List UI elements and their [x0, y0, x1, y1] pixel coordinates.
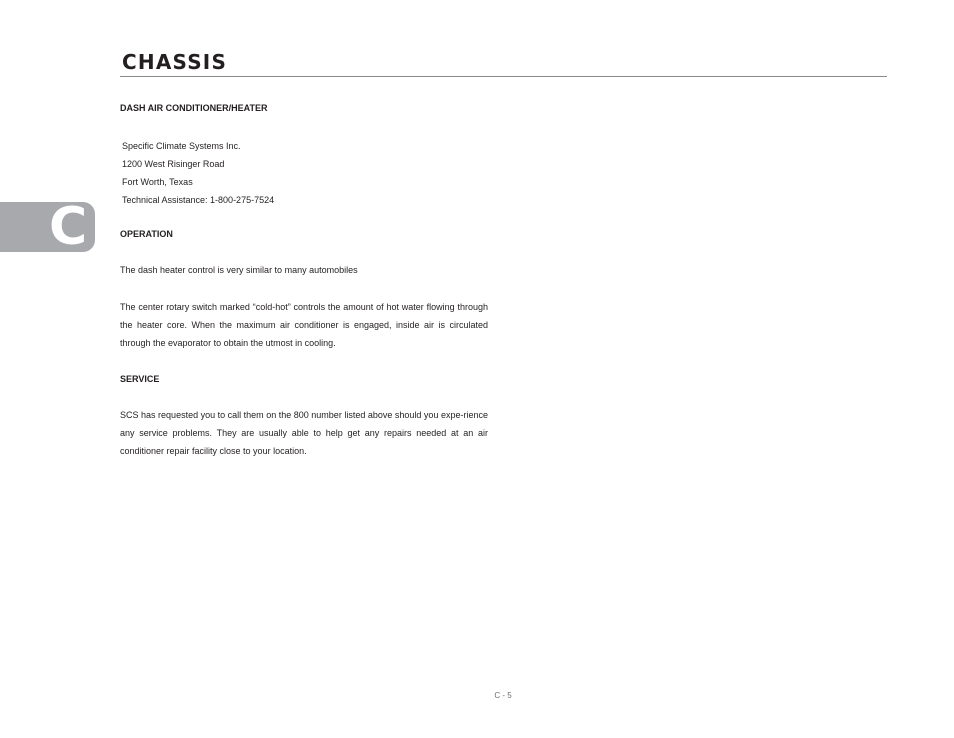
- address-street: 1200 West Risinger Road: [122, 159, 225, 169]
- service-paragraph: SCS has requested you to call them on the 800 number listed above should you expe-rience any service problems. They are usually able to help get any repairs needed at an air conditioner repair facility close to your location.: [120, 410, 488, 456]
- page-title: CHASSIS: [122, 50, 228, 74]
- service-heading: SERVICE: [120, 374, 160, 384]
- chapter-tab: [0, 202, 95, 252]
- page-number: C - 5: [494, 691, 512, 700]
- title-divider: [120, 76, 887, 77]
- address-phone: Technical Assistance: 1-800-275-7524: [122, 195, 275, 205]
- operation-paragraph-1: The dash heater control is very similar to many automobiles: [120, 265, 358, 275]
- manufacturer-address: [122, 137, 274, 209]
- operation-heading: OPERATION: [120, 229, 173, 239]
- address-city: Fort Worth, Texas: [122, 177, 193, 187]
- dash-ac-heater-heading: DASH AIR CONDITIONER/HEATER: [120, 103, 268, 113]
- chapter-letter: C: [49, 202, 88, 252]
- operation-paragraph-2: The center rotary switch marked “cold-hot” controls the amount of hot water flowing through the heater core. When the maximum air conditioner is engaged, inside air is circulated through the evaporator to obtain the utmost in cooling.: [120, 302, 488, 348]
- address-company: Specific Climate Systems Inc.: [122, 141, 241, 151]
